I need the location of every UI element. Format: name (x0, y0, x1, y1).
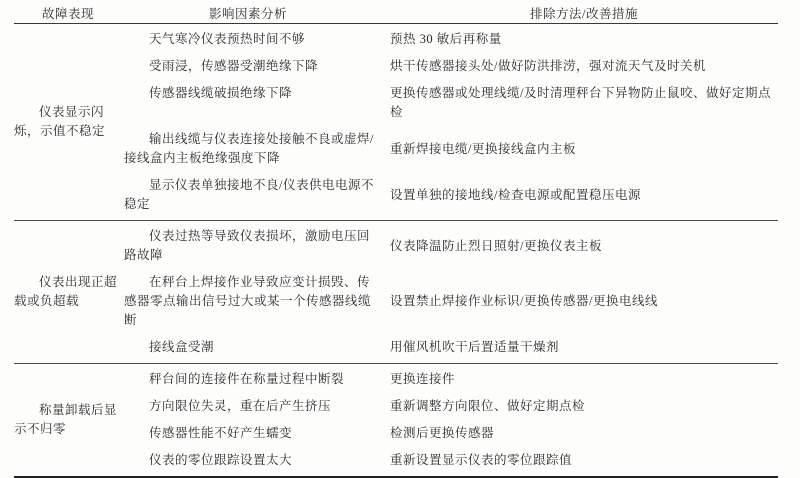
remedy-cell: 用催风机吹干后置适量干燥剂 (390, 340, 560, 354)
fault-label: 称量卸载后显示不归零 (14, 403, 118, 436)
table-row (122, 447, 778, 474)
factor-cell: 显示仪表单独接地不良/仪表供电电源不稳定 (124, 178, 374, 211)
table-row (122, 80, 778, 126)
factor-cell: 输出线缆与仪表连接处接触不良或虚焊/接线盒内主板绝缘强度下降 (124, 132, 374, 165)
table-row (122, 334, 778, 361)
column-gap (374, 57, 390, 76)
table-row (122, 393, 778, 420)
header-fault: 故障表现 (41, 6, 94, 21)
fault-label: 仪表显示闪烁，示值不稳定 (14, 105, 106, 138)
factor-cell: 受雨浸，传感器受潮绝缘下降 (149, 59, 319, 73)
column-gap (374, 130, 390, 168)
remedy-cell: 更换连接件 (390, 372, 456, 386)
factor-cell: 仪表过热等导致仪表损坏，激励电压回路故障 (124, 229, 371, 262)
column-gap (374, 338, 390, 357)
table-body (14, 24, 778, 478)
factor-cell: 传感器线缆破损绝缘下降 (149, 86, 293, 100)
group-rows (122, 26, 778, 218)
factor-cell: 在秤台上焊接作业导致应变计损毁、传感器零点输出信号过大或某一个传感器线缆断 (124, 275, 372, 327)
table-row (122, 53, 778, 80)
group-rows (122, 366, 778, 474)
fault-label: 仪表出现正超载或负超载 (14, 275, 118, 308)
factor-cell: 仪表的零位跟踪设置太大 (149, 453, 293, 467)
remedy-cell: 烘干传感器接头处/做好防洪排涝，强对流天气及时关机 (390, 59, 706, 73)
fault-group (14, 364, 778, 478)
column-gap (374, 30, 390, 49)
column-gap (374, 227, 390, 265)
group-rows (122, 223, 778, 361)
header-remedy: 排除方法/改善措施 (530, 6, 638, 21)
factor-cell: 秤台间的连接件在称量过程中断裂 (149, 372, 345, 386)
column-gap (374, 451, 390, 470)
table-row (122, 366, 778, 393)
remedy-cell: 仪表降温防止烈日照射/更换仪表主板 (390, 238, 602, 253)
table-row (122, 26, 778, 53)
remedy-cell: 更换传感器或处理线缆/及时清理秤台下异物防止鼠咬、做好定期点检 (390, 86, 771, 119)
factor-cell: 方向限位失灵，重在后产生挤压 (149, 399, 332, 413)
remedy-cell: 设置单独的接地线/检查电源或配置稳压电源 (390, 187, 641, 202)
header-factor: 影响因素分析 (208, 6, 287, 21)
table-row (122, 126, 778, 172)
remedy-cell: 重新调整方向限位、做好定期点检 (390, 399, 586, 413)
column-gap (374, 273, 390, 330)
fault-group (14, 221, 778, 364)
fault-cell (14, 223, 122, 361)
remedy-cell: 重新焊接电缆/更换接线盒内主板 (390, 141, 576, 156)
fault-cell (14, 366, 122, 474)
remedy-cell: 检测后更换传感器 (390, 426, 495, 440)
column-gap (374, 397, 390, 416)
factor-cell: 传感器性能不好产生蠕变 (149, 426, 293, 440)
remedy-cell: 重新设置显示仪表的零位跟踪值 (390, 453, 573, 467)
column-gap (374, 370, 390, 389)
column-gap (374, 84, 390, 122)
column-gap (374, 176, 390, 214)
factor-cell: 天气寒冷仪表预热时间不够 (149, 32, 306, 46)
table-row (122, 172, 778, 218)
table-row (122, 420, 778, 447)
remedy-cell: 设置禁止焊接作业标识/更换传感器/更换电线线 (390, 294, 658, 308)
column-gap (374, 424, 390, 443)
fault-group (14, 24, 778, 221)
table-row (122, 223, 778, 269)
table-row (122, 269, 778, 334)
fault-cell (14, 26, 122, 218)
factor-cell: 接线盒受潮 (149, 340, 215, 354)
remedy-cell: 预热 30 敏后再称量 (390, 32, 502, 46)
table-header-row (14, 2, 778, 24)
